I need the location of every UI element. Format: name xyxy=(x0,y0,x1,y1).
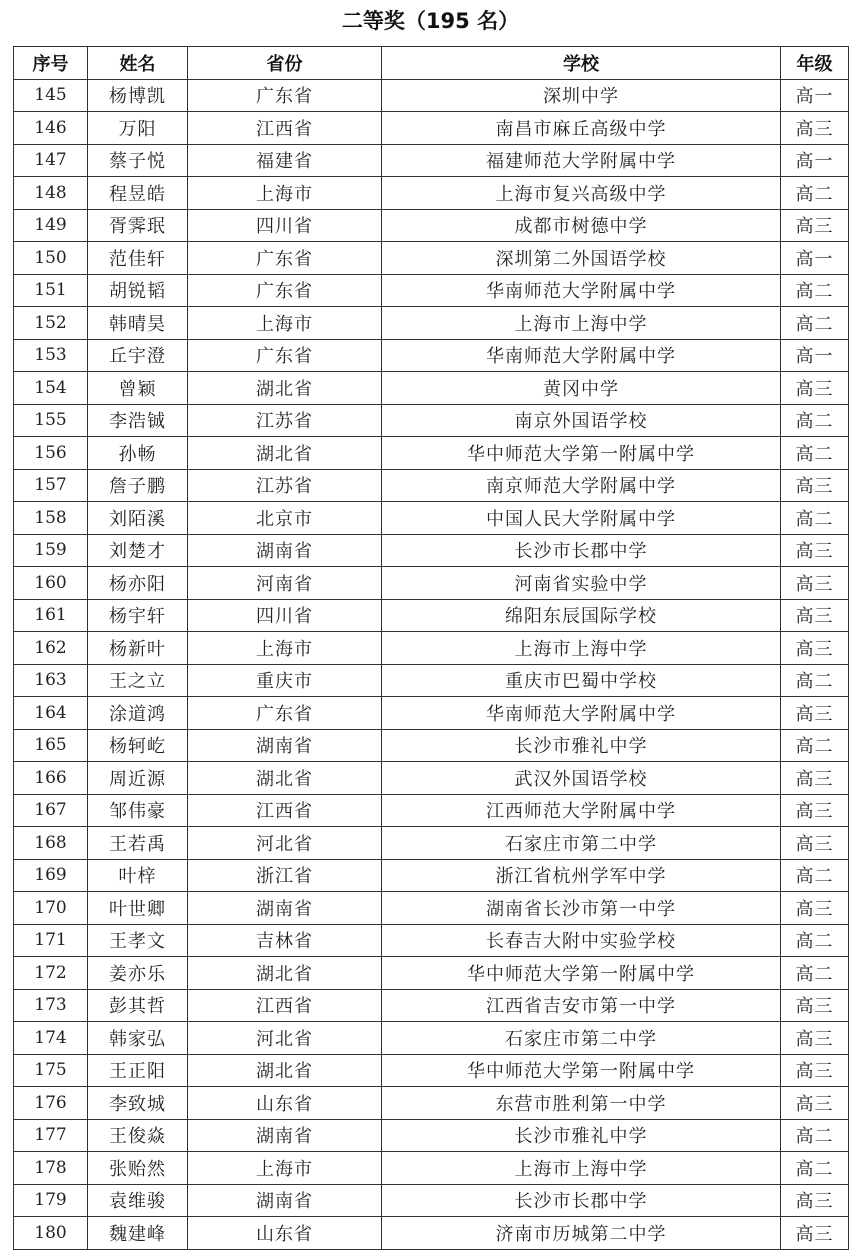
cell-school: 长沙市雅礼中学 xyxy=(382,1119,781,1152)
table-row xyxy=(14,1152,849,1185)
cell-grade: 高二 xyxy=(781,1152,849,1185)
cell-serial-number: 145 xyxy=(14,79,88,112)
cell-province: 湖南省 xyxy=(188,1119,382,1152)
cell-serial-number: 149 xyxy=(14,209,88,242)
cell-province: 河北省 xyxy=(188,1022,382,1055)
cell-serial-number: 153 xyxy=(14,339,88,372)
cell-school: 济南市历城第二中学 xyxy=(382,1217,781,1250)
cell-province: 广东省 xyxy=(188,339,382,372)
cell-province: 重庆市 xyxy=(188,664,382,697)
cell-name: 叶梓 xyxy=(88,859,188,892)
cell-grade: 高三 xyxy=(781,1087,849,1120)
cell-name: 刘陌溪 xyxy=(88,502,188,535)
cell-serial-number: 177 xyxy=(14,1119,88,1152)
cell-name: 袁维骏 xyxy=(88,1184,188,1217)
table-row xyxy=(14,1087,849,1120)
cell-grade: 高三 xyxy=(781,1217,849,1250)
header-province: 省份 xyxy=(188,47,382,80)
cell-province: 广东省 xyxy=(188,242,382,275)
cell-school: 长沙市长郡中学 xyxy=(382,534,781,567)
table-row xyxy=(14,502,849,535)
cell-school: 华中师范大学第一附属中学 xyxy=(382,1054,781,1087)
cell-serial-number: 152 xyxy=(14,307,88,340)
cell-serial-number: 150 xyxy=(14,242,88,275)
cell-name: 胡锐韬 xyxy=(88,274,188,307)
cell-grade: 高二 xyxy=(781,957,849,990)
cell-grade: 高三 xyxy=(781,632,849,665)
cell-school: 上海市上海中学 xyxy=(382,307,781,340)
table-row xyxy=(14,1184,849,1217)
cell-name: 杨轲屹 xyxy=(88,729,188,762)
cell-grade: 高三 xyxy=(781,112,849,145)
cell-province: 浙江省 xyxy=(188,859,382,892)
cell-school: 中国人民大学附属中学 xyxy=(382,502,781,535)
cell-school: 南昌市麻丘高级中学 xyxy=(382,112,781,145)
cell-school: 华南师范大学附属中学 xyxy=(382,339,781,372)
cell-school: 黄冈中学 xyxy=(382,372,781,405)
cell-serial-number: 160 xyxy=(14,567,88,600)
cell-school: 上海市上海中学 xyxy=(382,1152,781,1185)
table-row xyxy=(14,892,849,925)
cell-grade: 高三 xyxy=(781,534,849,567)
cell-name: 程昱皓 xyxy=(88,177,188,210)
cell-grade: 高二 xyxy=(781,437,849,470)
table-row xyxy=(14,534,849,567)
cell-name: 胥霁珉 xyxy=(88,209,188,242)
cell-province: 上海市 xyxy=(188,177,382,210)
cell-name: 蔡子悦 xyxy=(88,144,188,177)
cell-province: 福建省 xyxy=(188,144,382,177)
table-row xyxy=(14,307,849,340)
cell-serial-number: 178 xyxy=(14,1152,88,1185)
table-row xyxy=(14,924,849,957)
cell-serial-number: 180 xyxy=(14,1217,88,1250)
cell-province: 吉林省 xyxy=(188,924,382,957)
cell-school: 武汉外国语学校 xyxy=(382,762,781,795)
cell-name: 彭其哲 xyxy=(88,989,188,1022)
cell-name: 曾颖 xyxy=(88,372,188,405)
cell-grade: 高二 xyxy=(781,1119,849,1152)
cell-province: 江西省 xyxy=(188,112,382,145)
cell-province: 湖南省 xyxy=(188,534,382,567)
table-row xyxy=(14,827,849,860)
cell-school: 河南省实验中学 xyxy=(382,567,781,600)
cell-serial-number: 166 xyxy=(14,762,88,795)
table-row xyxy=(14,567,849,600)
table-row xyxy=(14,112,849,145)
cell-province: 广东省 xyxy=(188,697,382,730)
cell-serial-number: 154 xyxy=(14,372,88,405)
table-row xyxy=(14,242,849,275)
cell-province: 北京市 xyxy=(188,502,382,535)
cell-name: 范佳轩 xyxy=(88,242,188,275)
cell-name: 刘楚才 xyxy=(88,534,188,567)
header-grade: 年级 xyxy=(781,47,849,80)
cell-province: 湖南省 xyxy=(188,1184,382,1217)
cell-grade: 高二 xyxy=(781,664,849,697)
cell-grade: 高二 xyxy=(781,502,849,535)
table-row xyxy=(14,469,849,502)
cell-province: 河南省 xyxy=(188,567,382,600)
cell-name: 万阳 xyxy=(88,112,188,145)
table-row xyxy=(14,79,849,112)
cell-name: 李致城 xyxy=(88,1087,188,1120)
cell-name: 王之立 xyxy=(88,664,188,697)
cell-school: 东营市胜利第一中学 xyxy=(382,1087,781,1120)
table-row xyxy=(14,274,849,307)
cell-name: 王若禹 xyxy=(88,827,188,860)
cell-province: 湖北省 xyxy=(188,437,382,470)
cell-school: 长沙市雅礼中学 xyxy=(382,729,781,762)
cell-province: 湖南省 xyxy=(188,729,382,762)
cell-school: 石家庄市第二中学 xyxy=(382,827,781,860)
cell-serial-number: 171 xyxy=(14,924,88,957)
table-row xyxy=(14,339,849,372)
table-row xyxy=(14,599,849,632)
cell-school: 深圳第二外国语学校 xyxy=(382,242,781,275)
cell-name: 孙畅 xyxy=(88,437,188,470)
cell-school: 绵阳东辰国际学校 xyxy=(382,599,781,632)
table-row xyxy=(14,697,849,730)
cell-grade: 高三 xyxy=(781,697,849,730)
cell-name: 邹伟豪 xyxy=(88,794,188,827)
table-row xyxy=(14,144,849,177)
cell-school: 华中师范大学第一附属中学 xyxy=(382,957,781,990)
cell-grade: 高一 xyxy=(781,242,849,275)
cell-grade: 高三 xyxy=(781,1054,849,1087)
cell-grade: 高二 xyxy=(781,729,849,762)
cell-school: 成都市树德中学 xyxy=(382,209,781,242)
cell-school: 南京师范大学附属中学 xyxy=(382,469,781,502)
cell-grade: 高三 xyxy=(781,762,849,795)
cell-serial-number: 174 xyxy=(14,1022,88,1055)
cell-name: 涂道鸿 xyxy=(88,697,188,730)
cell-grade: 高三 xyxy=(781,209,849,242)
cell-school: 重庆市巴蜀中学校 xyxy=(382,664,781,697)
cell-province: 江西省 xyxy=(188,989,382,1022)
cell-name: 杨宇轩 xyxy=(88,599,188,632)
cell-name: 李浩铖 xyxy=(88,404,188,437)
cell-serial-number: 157 xyxy=(14,469,88,502)
cell-province: 广东省 xyxy=(188,79,382,112)
cell-province: 江苏省 xyxy=(188,404,382,437)
header-name: 姓名 xyxy=(88,47,188,80)
page-title: 二等奖（195 名） xyxy=(341,9,520,33)
table-row xyxy=(14,794,849,827)
cell-school: 江西省吉安市第一中学 xyxy=(382,989,781,1022)
cell-school: 深圳中学 xyxy=(382,79,781,112)
cell-grade: 高三 xyxy=(781,372,849,405)
cell-grade: 高二 xyxy=(781,274,849,307)
table-row xyxy=(14,1054,849,1087)
table-row xyxy=(14,404,849,437)
table-row xyxy=(14,1022,849,1055)
cell-serial-number: 167 xyxy=(14,794,88,827)
cell-school: 华南师范大学附属中学 xyxy=(382,697,781,730)
cell-serial-number: 155 xyxy=(14,404,88,437)
cell-province: 山东省 xyxy=(188,1087,382,1120)
cell-province: 上海市 xyxy=(188,307,382,340)
table-header-row xyxy=(14,47,849,80)
table-row xyxy=(14,1217,849,1250)
cell-serial-number: 156 xyxy=(14,437,88,470)
table-row xyxy=(14,664,849,697)
cell-serial-number: 158 xyxy=(14,502,88,535)
cell-serial-number: 170 xyxy=(14,892,88,925)
cell-name: 姜亦乐 xyxy=(88,957,188,990)
table-row xyxy=(14,989,849,1022)
cell-serial-number: 179 xyxy=(14,1184,88,1217)
cell-province: 湖北省 xyxy=(188,762,382,795)
table-row xyxy=(14,372,849,405)
cell-name: 韩家弘 xyxy=(88,1022,188,1055)
table-row xyxy=(14,729,849,762)
cell-grade: 高三 xyxy=(781,989,849,1022)
cell-province: 湖北省 xyxy=(188,1054,382,1087)
cell-province: 河北省 xyxy=(188,827,382,860)
cell-grade: 高三 xyxy=(781,599,849,632)
cell-school: 华南师范大学附属中学 xyxy=(382,274,781,307)
cell-province: 上海市 xyxy=(188,1152,382,1185)
cell-serial-number: 164 xyxy=(14,697,88,730)
cell-province: 湖北省 xyxy=(188,957,382,990)
cell-province: 湖北省 xyxy=(188,372,382,405)
cell-province: 广东省 xyxy=(188,274,382,307)
cell-grade: 高三 xyxy=(781,469,849,502)
cell-serial-number: 163 xyxy=(14,664,88,697)
cell-name: 张贻然 xyxy=(88,1152,188,1185)
cell-grade: 高三 xyxy=(781,567,849,600)
cell-school: 华中师范大学第一附属中学 xyxy=(382,437,781,470)
cell-grade: 高三 xyxy=(781,892,849,925)
cell-province: 山东省 xyxy=(188,1217,382,1250)
table-row xyxy=(14,762,849,795)
cell-serial-number: 172 xyxy=(14,957,88,990)
cell-serial-number: 162 xyxy=(14,632,88,665)
cell-school: 湖南省长沙市第一中学 xyxy=(382,892,781,925)
table-body xyxy=(14,79,849,1249)
cell-name: 王正阳 xyxy=(88,1054,188,1087)
cell-serial-number: 146 xyxy=(14,112,88,145)
cell-name: 詹子鹏 xyxy=(88,469,188,502)
cell-school: 上海市复兴高级中学 xyxy=(382,177,781,210)
cell-grade: 高三 xyxy=(781,827,849,860)
header-serial-number: 序号 xyxy=(14,47,88,80)
cell-province: 四川省 xyxy=(188,209,382,242)
table-row xyxy=(14,632,849,665)
cell-grade: 高二 xyxy=(781,177,849,210)
table-row xyxy=(14,1119,849,1152)
cell-name: 王孝文 xyxy=(88,924,188,957)
cell-grade: 高二 xyxy=(781,859,849,892)
table-row xyxy=(14,859,849,892)
cell-name: 叶世卿 xyxy=(88,892,188,925)
cell-serial-number: 169 xyxy=(14,859,88,892)
cell-name: 杨新叶 xyxy=(88,632,188,665)
cell-school: 福建师范大学附属中学 xyxy=(382,144,781,177)
cell-serial-number: 173 xyxy=(14,989,88,1022)
header-school: 学校 xyxy=(382,47,781,80)
cell-grade: 高一 xyxy=(781,79,849,112)
table-row xyxy=(14,437,849,470)
cell-province: 四川省 xyxy=(188,599,382,632)
cell-province: 湖南省 xyxy=(188,892,382,925)
cell-school: 上海市上海中学 xyxy=(382,632,781,665)
cell-serial-number: 175 xyxy=(14,1054,88,1087)
cell-name: 丘宇澄 xyxy=(88,339,188,372)
table-row xyxy=(14,177,849,210)
cell-school: 石家庄市第二中学 xyxy=(382,1022,781,1055)
cell-name: 韩晴昊 xyxy=(88,307,188,340)
cell-province: 上海市 xyxy=(188,632,382,665)
cell-serial-number: 151 xyxy=(14,274,88,307)
cell-serial-number: 176 xyxy=(14,1087,88,1120)
cell-grade: 高一 xyxy=(781,339,849,372)
cell-school: 浙江省杭州学军中学 xyxy=(382,859,781,892)
cell-school: 江西师范大学附属中学 xyxy=(382,794,781,827)
cell-school: 南京外国语学校 xyxy=(382,404,781,437)
award-table xyxy=(13,46,849,1250)
cell-serial-number: 147 xyxy=(14,144,88,177)
cell-grade: 高二 xyxy=(781,924,849,957)
cell-province: 江苏省 xyxy=(188,469,382,502)
cell-school: 长春吉大附中实验学校 xyxy=(382,924,781,957)
cell-name: 杨博凯 xyxy=(88,79,188,112)
cell-grade: 高三 xyxy=(781,794,849,827)
cell-serial-number: 165 xyxy=(14,729,88,762)
cell-grade: 高一 xyxy=(781,144,849,177)
cell-name: 王俊焱 xyxy=(88,1119,188,1152)
cell-grade: 高三 xyxy=(781,1184,849,1217)
cell-name: 杨亦阳 xyxy=(88,567,188,600)
cell-serial-number: 159 xyxy=(14,534,88,567)
table-row xyxy=(14,209,849,242)
cell-school: 长沙市长郡中学 xyxy=(382,1184,781,1217)
cell-grade: 高二 xyxy=(781,307,849,340)
table-row xyxy=(14,957,849,990)
cell-grade: 高三 xyxy=(781,1022,849,1055)
cell-name: 魏建峰 xyxy=(88,1217,188,1250)
cell-name: 周近源 xyxy=(88,762,188,795)
cell-serial-number: 148 xyxy=(14,177,88,210)
cell-grade: 高二 xyxy=(781,404,849,437)
cell-serial-number: 161 xyxy=(14,599,88,632)
cell-serial-number: 168 xyxy=(14,827,88,860)
cell-province: 江西省 xyxy=(188,794,382,827)
